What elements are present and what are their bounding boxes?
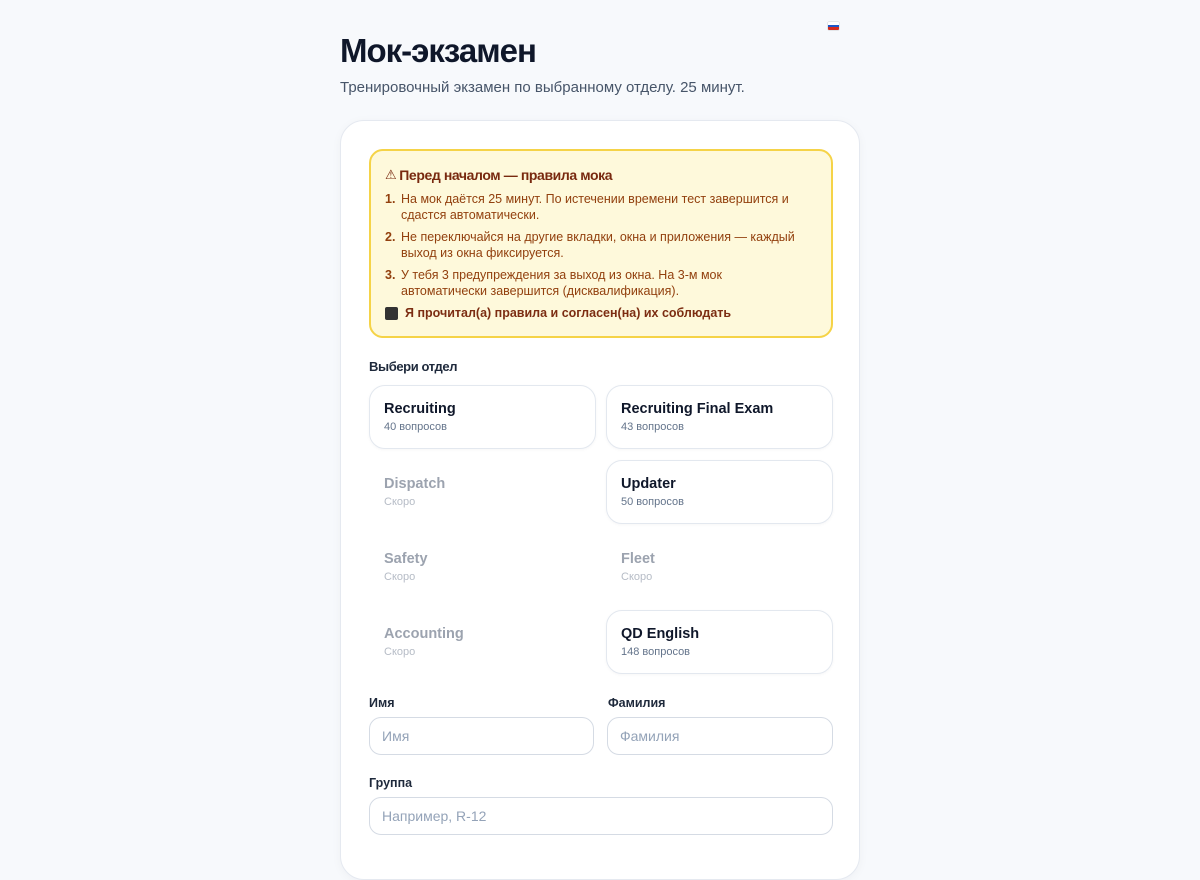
rule-text: На мок даётся 25 минут. По истечении времени тест завершится и сдастся автоматически. [401, 192, 789, 222]
dept-name: Dispatch [384, 476, 446, 492]
first-name-label: Имя [369, 696, 395, 710]
dept-count: 43 вопросов [621, 421, 684, 433]
dept-card-recruiting[interactable] [369, 385, 596, 449]
rule-number: 2. [385, 230, 396, 244]
dept-name: Recruiting [384, 401, 456, 417]
dept-card-recruiting-final-exam[interactable] [606, 385, 833, 449]
group-label: Группа [369, 776, 413, 790]
exam-form-card [340, 120, 860, 880]
warning-icon: ⚠ [385, 167, 397, 182]
agree-checkbox[interactable] [385, 307, 398, 320]
rule-number: 1. [385, 192, 396, 206]
last-name-label: Фамилия [608, 696, 666, 710]
page-subtitle: Тренировочный экзамен по выбранному отделу. 25 минут. [340, 79, 745, 96]
rule-text: У тебя 3 предупреждения за выход из окна. На 3-м мок автоматически завершится (дисквалификация). [401, 268, 722, 298]
rule-item [385, 229, 817, 261]
dept-name: Recruiting Final Exam [621, 401, 774, 417]
dept-card-fleet [606, 535, 833, 599]
department-section-label: Выбери отдел [369, 359, 458, 374]
dept-name: Safety [384, 551, 428, 567]
rule-item [385, 267, 817, 299]
dept-status: Скоро [621, 571, 653, 583]
dept-status: Скоро [384, 496, 416, 508]
agree-checkbox-row[interactable] [385, 306, 817, 320]
dept-name: QD English [621, 626, 700, 642]
dept-count: 148 вопросов [621, 646, 691, 658]
dept-status: Скоро [384, 646, 416, 658]
page-header [340, 32, 860, 98]
dept-name: Updater [621, 476, 676, 492]
rule-number: 3. [385, 268, 396, 282]
dept-card-qd-english[interactable] [606, 610, 833, 674]
first-name-input[interactable] [369, 717, 594, 755]
dept-name: Fleet [621, 551, 655, 567]
dept-status: Скоро [384, 571, 416, 583]
dept-count: 40 вопросов [384, 421, 447, 433]
rules-panel [369, 149, 833, 338]
agree-label: Я прочитал(а) правила и согласен(на) их соблюдать [405, 306, 732, 320]
group-input[interactable] [369, 797, 833, 835]
rules-title [385, 165, 817, 185]
dept-name: Accounting [384, 626, 464, 642]
last-name-input[interactable] [607, 717, 833, 755]
dept-card-dispatch [369, 460, 596, 524]
page-title: Мок-экзамен [340, 32, 536, 69]
ru-flag-icon[interactable] [828, 22, 839, 30]
rule-item [385, 191, 817, 223]
dept-card-safety [369, 535, 596, 599]
dept-count: 50 вопросов [621, 496, 684, 508]
dept-card-updater[interactable] [606, 460, 833, 524]
rule-text: Не переключайся на другие вкладки, окна и приложения — каждый выход из окна фиксируется. [401, 230, 795, 260]
dept-card-accounting [369, 610, 596, 674]
rules-list [385, 191, 817, 299]
rules-title-text: Перед началом — правила мока [399, 167, 613, 183]
